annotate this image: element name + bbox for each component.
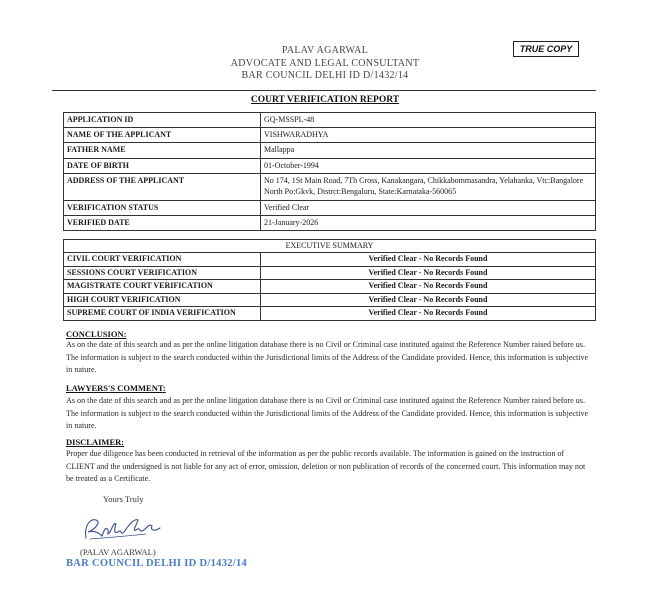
detail-label: APPLICATION ID: [64, 113, 261, 128]
header-divider: [52, 90, 596, 91]
table-row: [64, 307, 596, 321]
table-header-row: [64, 240, 596, 253]
advocate-name: PALAV AGARWAL: [281, 45, 369, 56]
signatory-name: (PALAV AGARWAL): [80, 547, 156, 557]
table-row: [64, 293, 596, 307]
summary-label: CIVIL COURT VERIFICATION: [64, 253, 261, 267]
summary-value: Verified Clear - No Records Found: [261, 253, 596, 267]
summary-value: Verified Clear - No Records Found: [261, 266, 596, 280]
detail-value: 01-October-1994: [261, 158, 596, 173]
detail-value: Mallappa: [261, 143, 596, 158]
table-row: [64, 113, 596, 128]
signatory-bar-id: BAR COUNCIL DELHI ID D/1432/14: [66, 558, 248, 569]
applicant-details-table: [63, 112, 596, 231]
detail-label: NAME OF THE APPLICANT: [64, 128, 261, 143]
detail-label: VERIFICATION STATUS: [64, 200, 261, 215]
table-row: [64, 128, 596, 143]
detail-value: 21-January-2026: [261, 215, 596, 230]
detail-value: No 174, 1St Main Road, 7Th Cross, Kanakangara, Chikkabommasandra, Yelahanka, Vtc:Bangalore North Po:Gkvk, Distrct:Bengaluru, State:Karnataka-560065: [261, 173, 596, 200]
table-row: [64, 253, 596, 267]
detail-label: VERIFIED DATE: [64, 215, 261, 230]
table-row: [64, 158, 596, 173]
summary-label: MAGISTRATE COURT VERIFICATION: [64, 280, 261, 294]
lawyers-comment-text: As on the date of this search and as per the online litigation database there is no Civil or Criminal case instituted against the Reference Number raised before us. The information is subject to the search conducted within the Jurisdictional limits of the Address of the Candidate provided. Hence, this information is subjective in nature.: [66, 396, 589, 431]
closing-salutation: Yours Truly: [103, 494, 144, 504]
summary-value: Verified Clear - No Records Found: [261, 293, 596, 307]
conclusion-text: As on the date of this search and as per the online litigation database there is no Civil or Criminal case instituted against the Reference Number raised before us. The information is subject to the search conducted within the Jurisdictional limits of the Address of the Candidate provided. Hence, this information is subjective in nature.: [66, 340, 589, 375]
detail-value: Verified Clear: [261, 200, 596, 215]
detail-value: GQ-MSSPL-48: [261, 113, 596, 128]
detail-label: DATE OF BIRTH: [64, 158, 261, 173]
summary-label: SESSIONS COURT VERIFICATION: [64, 266, 261, 280]
detail-value: VISHWARADHYA: [261, 128, 596, 143]
table-row: [64, 173, 596, 200]
detail-label: FATHER NAME: [64, 143, 261, 158]
summary-value: Verified Clear - No Records Found: [261, 280, 596, 294]
handwritten-signature: [76, 508, 166, 548]
table-row: [64, 266, 596, 280]
advocate-bar-id: BAR COUNCIL DELHI ID D/1432/14: [241, 70, 409, 81]
disclaimer-text: Proper due diligence has been conducted in retrieval of the information as per the public records available. The information is gained on the instruction of CLIENT and the undersigned is not liable for any act of error, omission, deletion or non publication of records of the concerned court. This information may not be treated as a Certificate.: [66, 449, 586, 484]
summary-title: EXECUTIVE SUMMARY: [64, 240, 596, 253]
disclaimer-heading: DISCLAIMER:: [66, 437, 125, 447]
summary-label: HIGH COURT VERIFICATION: [64, 293, 261, 307]
summary-value: Verified Clear - No Records Found: [261, 307, 596, 321]
true-copy-stamp: TRUE COPY: [513, 41, 579, 57]
detail-label: ADDRESS OF THE APPLICANT: [64, 173, 261, 200]
conclusion-heading: CONCLUSION:: [66, 329, 127, 339]
report-title: COURT VERIFICATION REPORT: [250, 95, 400, 105]
executive-summary-table: [63, 239, 596, 321]
table-row: [64, 280, 596, 294]
lawyers-comment-heading: LAWYERS'S COMMENT:: [66, 383, 166, 393]
table-row: [64, 215, 596, 230]
table-row: [64, 143, 596, 158]
table-row: [64, 200, 596, 215]
advocate-designation: ADVOCATE AND LEGAL CONSULTANT: [230, 58, 420, 69]
summary-label: SUPREME COURT OF INDIA VERIFICATION: [64, 307, 261, 321]
